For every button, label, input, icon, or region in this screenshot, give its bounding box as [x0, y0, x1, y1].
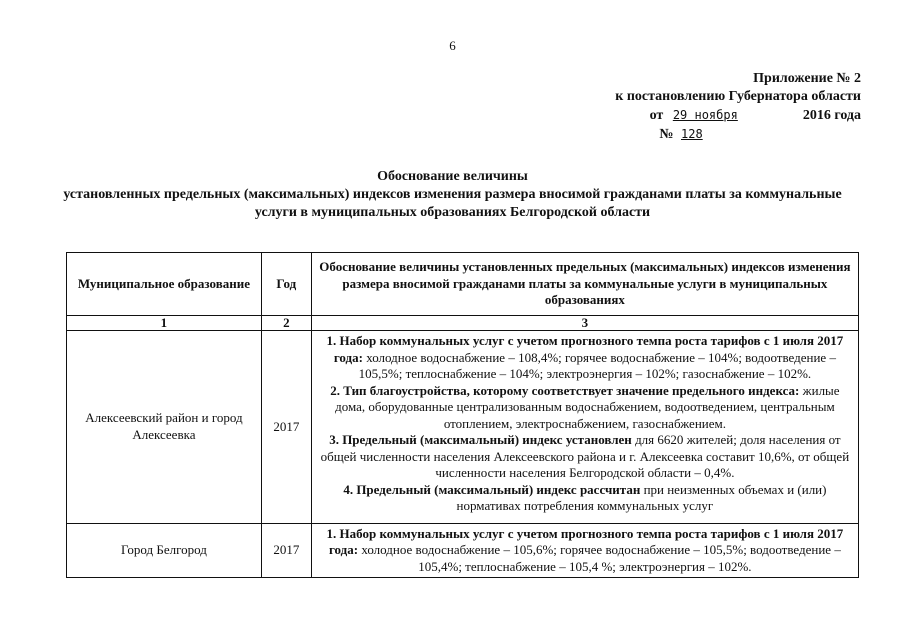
column-number: 1: [67, 316, 262, 331]
table-header-row: [67, 253, 859, 316]
date-prefix: от: [649, 108, 664, 123]
title-line-1: Обоснование величины: [377, 169, 528, 184]
page-number: 6: [449, 38, 456, 53]
municipality-cell: Город Белгород: [67, 523, 262, 578]
justification-item: 1. Набор коммунальных услуг с учетом прогнозного темпа роста тарифов с 1 июля 2017 года: холодное водоснабжение – 105,6%; горячее водоснабжение – 105,5%; водоотведение – 105,4%; теплоснабжение – 105,4 %; электроэнергия – 102%.: [326, 525, 844, 574]
header-municipality: Муниципальное образование: [67, 253, 262, 316]
appendix-title: Приложение № 2: [753, 71, 861, 86]
appendix-number: [615, 125, 861, 144]
header-year: Год: [261, 253, 311, 316]
column-number: 2: [261, 316, 311, 331]
municipality-cell: Алексеевский район и город Алексеевка: [67, 331, 262, 524]
table-row: [67, 523, 859, 578]
table-row: [67, 331, 859, 524]
justification-item: 4. Предельный (максимальный) индекс рассчитан при неизменных объемах и (или) нормативах потребления коммунальных услуг: [343, 481, 827, 513]
year-cell: 2017: [261, 331, 311, 524]
justification-item: 3. Предельный (максимальный) индекс установлен для 6620 жителей; доля населения от общей численности населения Алексеевского района и г. Алексеевка составит 10,6%, от общей численности населения Белгородской области – 0,4%.: [320, 432, 850, 480]
year-cell: 2017: [261, 523, 311, 578]
date-suffix: 2016 года: [802, 108, 861, 123]
appendix-date: [615, 106, 861, 125]
justification-cell: [311, 331, 858, 524]
date-value: 29 ноября: [672, 108, 738, 122]
document-title: [30, 168, 875, 222]
justification-item: 1. Набор коммунальных услуг с учетом прогнозного темпа роста тарифов с 1 июля 2017 года: холодное водоснабжение – 108,4%; горячее водоснабжение – 104%; водоотведение – 105,5%; теплоснабжение – 104%; электроэнергия – 102%; газоснабжение – 102%.: [326, 333, 844, 381]
title-line-2: установленных предельных (максимальных) индексов изменения размера вносимой гражданами платы за коммунальные: [63, 187, 842, 202]
justification-cell: [311, 523, 858, 578]
column-number-row: [67, 316, 859, 331]
justification-item: 2. Тип благоустройства, которому соответствует значение предельного индекса: жилые дома, оборудованные централизованным водоснабжением, водоотведением, центральным отоплением, электроснабжением, газоснабжением.: [330, 382, 840, 431]
number-prefix: №: [659, 127, 674, 142]
header-justification: Обоснование величины установленных предельных (максимальных) индексов изменения размера вносимой гражданами платы за коммунальные услуги в муниципальных образованиях: [311, 253, 858, 316]
number-value: 128: [681, 127, 703, 141]
title-line-3: услуги в муниципальных образованиях Белгородской области: [254, 205, 651, 220]
appendix-header: [615, 70, 861, 144]
appendix-subtitle: к постановлению Губернатора области: [615, 89, 861, 104]
column-number: 3: [311, 316, 858, 331]
justification-table: [66, 252, 859, 578]
